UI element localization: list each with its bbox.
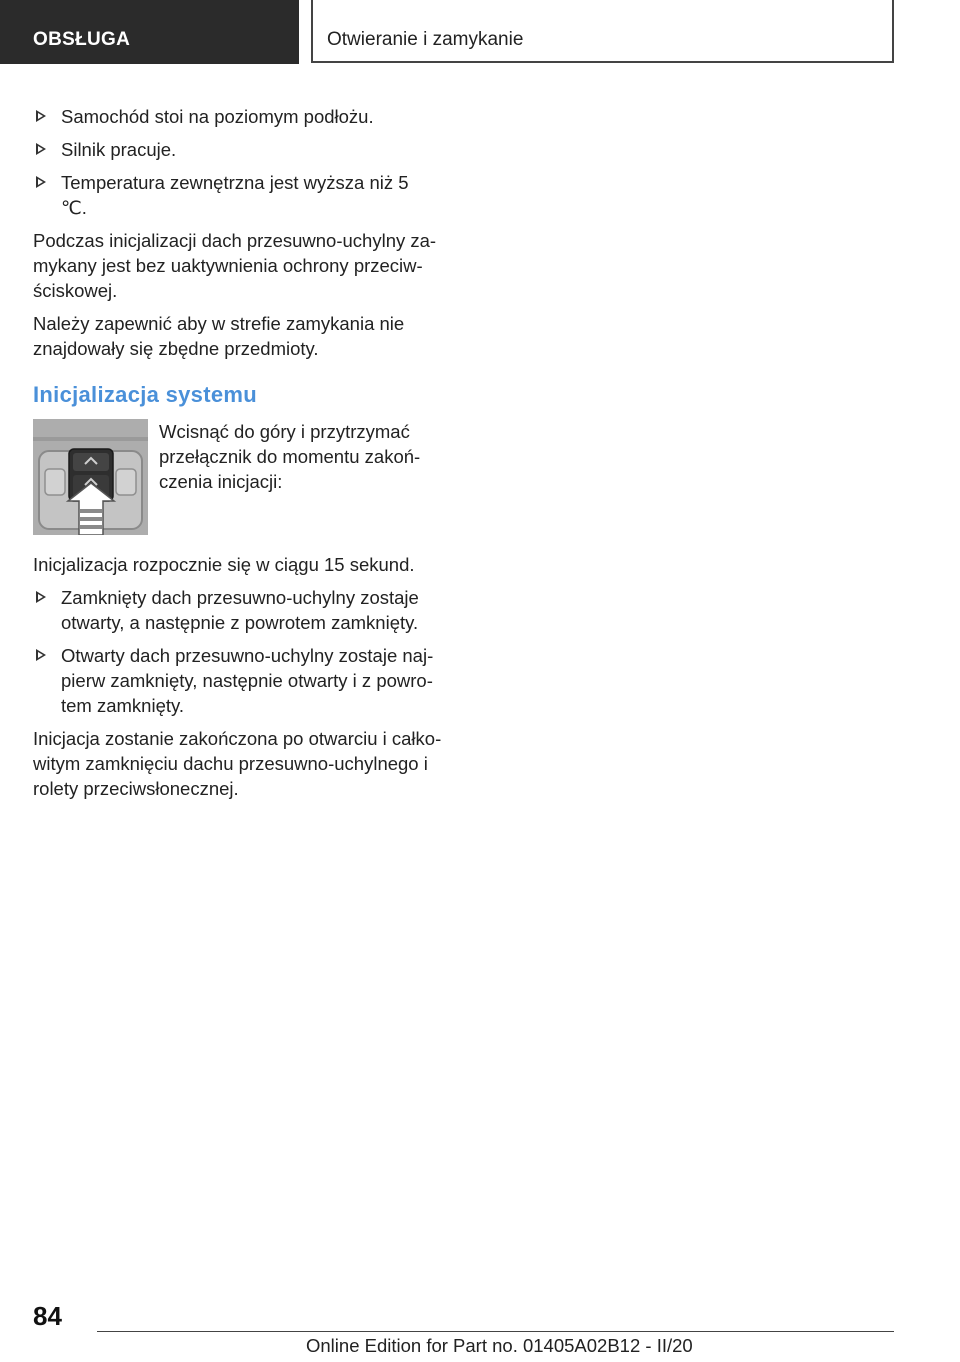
- list-item: [33, 137, 449, 162]
- list-item: [33, 104, 449, 129]
- triangle-bullet-icon: [36, 176, 46, 188]
- page-content: [33, 104, 449, 809]
- triangle-bullet-icon: [36, 649, 46, 661]
- list-item: [33, 585, 449, 635]
- figure-row: [33, 419, 449, 544]
- header-chapter-tab: [311, 0, 894, 63]
- paragraph: Należy zapewnić aby w strefie zamykania nie znajdowały się zbędne przedmioty.: [33, 313, 405, 359]
- list-item: [33, 643, 449, 718]
- list-item-text: Silnik pracuje.: [61, 139, 177, 160]
- paragraph: Inicjalizacja rozpocznie się w ciągu 15 sekund.: [33, 554, 415, 575]
- paragraph: Podczas inicjalizacji dach przesuwno-uchylny zamykany jest bez uaktywnienia ochrony przeciwściskowej.: [33, 230, 437, 301]
- triangle-bullet-icon: [36, 110, 46, 122]
- roof-switch-illustration: [33, 419, 148, 535]
- paragraph: Inicjacja zostanie zakończona po otwarciu i całkowitym zamknięciu dachu przesuwno-uchylnego i rolety przeciwsłonecznej.: [33, 728, 442, 799]
- triangle-bullet-icon: [36, 591, 46, 603]
- list-item: [33, 170, 431, 220]
- list-item-text: Samochód stoi na poziomym podłożu.: [61, 106, 374, 127]
- footer-divider: [97, 1331, 894, 1332]
- header-section-label: OBSŁUGA: [33, 29, 131, 50]
- edition-note: Online Edition for Part no. 01405A02B12 - II/20: [306, 1335, 693, 1356]
- figure-caption: Wcisnąć do góry i przytrzymać przełącznik do momentu zakończenia inicjacji:: [159, 421, 421, 492]
- list-item-text: Temperatura zewnętrzna jest wyższa niż 5 ℃.: [61, 172, 409, 218]
- list-item-text: Otwarty dach przesuwno-uchylny zostaje najpierw zamknięty, następnie otwarty i z powrotem zamknięty.: [61, 645, 434, 716]
- header-chapter-label: Otwieranie i zamykanie: [327, 29, 524, 50]
- section-heading: Inicjalizacja systemu: [33, 382, 257, 407]
- page-number: 84: [33, 1301, 62, 1331]
- triangle-bullet-icon: [36, 143, 46, 155]
- list-item-text: Zamknięty dach przesuwno-uchylny zostaje otwarty, a następnie z powrotem zamknięty.: [61, 587, 419, 633]
- header-section-tab: [0, 0, 299, 64]
- roof-switch-drawing: [33, 419, 148, 535]
